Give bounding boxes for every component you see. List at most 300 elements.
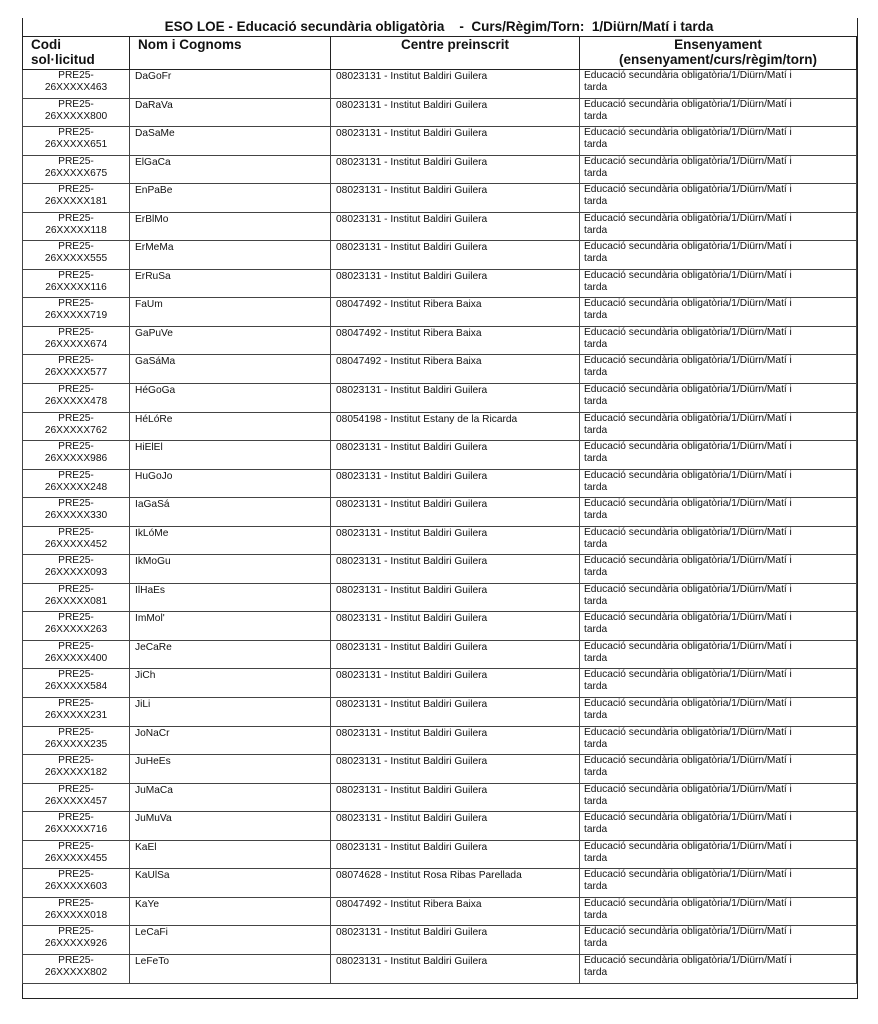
cell-school [331,70,580,99]
request-code-number: 26XXXXX452 [44,538,108,550]
program-line1: Educació secundària obligatòria/1/Diürn/Matí i [584,812,792,824]
program-line2: tarda [584,767,608,779]
table-row [23,70,857,99]
cell-student-name [130,498,331,527]
school-name: 08023131 - Institut Baldiri Guilera [336,385,488,397]
table-row [23,355,857,384]
student-name: JuMuVa [135,813,172,825]
student-name: GaPuVe [135,327,173,339]
request-code-prefix: PRE25- [58,70,94,81]
table-row [23,212,857,241]
cell-school [331,555,580,584]
request-code-number: 26XXXXX181 [44,196,108,208]
school-name: 08023131 - Institut Baldiri Guilera [336,699,488,711]
school-name: 08054198 - Institut Estany de la Ricarda [336,413,518,425]
cell-request-code [23,241,130,270]
table-row [23,441,857,470]
student-name: KaEl [135,841,157,853]
program-line2: tarda [584,538,608,550]
table-row [23,298,857,327]
school-name: 08023131 - Institut Baldiri Guilera [336,213,488,225]
cell-student-name [130,698,331,727]
student-name: LeCaFi [135,927,168,939]
request-code-number: 26XXXXX248 [44,481,108,493]
program-line1: Educació secundària obligatòria/1/Diürn/Matí i [584,412,792,424]
request-code-number: 26XXXXX762 [44,424,108,436]
program-line2: tarda [584,224,608,236]
cell-student-name [130,812,331,841]
request-code-number: 26XXXXX330 [44,510,108,522]
cell-request-code [23,669,130,698]
cell-program [580,698,857,727]
program-line2: tarda [584,396,608,408]
program-line1: Educació secundària obligatòria/1/Diürn/Matí i [584,70,792,81]
cell-request-code [23,526,130,555]
cell-program [580,498,857,527]
cell-program [580,441,857,470]
request-code-number: 26XXXXX603 [44,881,108,893]
request-code-prefix: PRE25- [58,184,94,196]
table-row [23,583,857,612]
school-name: 08023131 - Institut Baldiri Guilera [336,784,488,796]
table-row [23,669,857,698]
table-row [23,155,857,184]
student-name: JiLi [135,699,151,711]
cell-student-name [130,298,331,327]
cell-student-name [130,869,331,898]
request-code-prefix: PRE25- [58,698,94,710]
cell-request-code [23,869,130,898]
cell-request-code [23,812,130,841]
cell-school [331,612,580,641]
request-code-number: 26XXXXX555 [44,253,108,265]
program-line1: Educació secundària obligatòria/1/Diürn/Matí i [584,498,792,510]
program-line2: tarda [584,453,608,465]
student-name: JiCh [135,670,156,682]
school-name: 08047492 - Institut Ribera Baixa [336,356,482,368]
cell-school [331,954,580,983]
program-line1: Educació secundària obligatòria/1/Diürn/Matí i [584,155,792,167]
cell-student-name [130,897,331,926]
program-line2: tarda [584,909,608,921]
school-name: 08023131 - Institut Baldiri Guilera [336,156,488,168]
program-line1: Educació secundària obligatòria/1/Diürn/Matí i [584,783,792,795]
cell-request-code [23,70,130,99]
program-line2: tarda [584,281,608,293]
program-line1: Educació secundària obligatòria/1/Diürn/Matí i [584,298,792,310]
request-code-prefix: PRE25- [58,612,94,624]
cell-request-code [23,127,130,156]
table-row [23,897,857,926]
cell-program [580,812,857,841]
cell-request-code [23,269,130,298]
header-codi [23,37,130,70]
program-line1: Educació secundària obligatòria/1/Diürn/Matí i [584,555,792,567]
student-name: JoNaCr [135,727,170,739]
cell-program [580,726,857,755]
request-code-number: 26XXXXX716 [44,824,108,836]
student-name: KaYe [135,898,159,910]
table-row [23,840,857,869]
school-name: 08023131 - Institut Baldiri Guilera [336,727,488,739]
program-line1: Educació secundària obligatòria/1/Diürn/Matí i [584,384,792,396]
cell-program [580,469,857,498]
program-line2: tarda [584,196,608,208]
request-code-prefix: PRE25- [58,669,94,681]
student-name: HiElEl [135,442,163,454]
request-code-number: 26XXXXX118 [45,224,107,236]
cell-school [331,812,580,841]
cell-school [331,526,580,555]
cell-program [580,326,857,355]
student-name: ErBlMo [135,213,169,225]
cell-program [580,184,857,213]
program-line2: tarda [584,881,608,893]
school-name: 08023131 - Institut Baldiri Guilera [336,670,488,682]
cell-school [331,869,580,898]
cell-student-name [130,926,331,955]
request-code-prefix: PRE25- [58,127,94,139]
cell-school [331,212,580,241]
cell-program [580,298,857,327]
request-code-prefix: PRE25- [58,412,94,424]
cell-school [331,897,580,926]
request-code-prefix: PRE25- [58,583,94,595]
header-codi-line2: sol·licitud [31,52,95,67]
table-row [23,869,857,898]
request-code-number: 26XXXXX235 [44,738,108,750]
request-code-prefix: PRE25- [58,498,94,510]
program-line2: tarda [584,624,608,636]
student-name: IkMoGu [135,556,171,568]
program-line1: Educació secundària obligatòria/1/Diürn/Matí i [584,355,792,367]
cell-student-name [130,326,331,355]
cell-program [580,755,857,784]
request-code-prefix: PRE25- [58,441,94,453]
program-line1: Educació secundària obligatòria/1/Diürn/Matí i [584,127,792,139]
cell-student-name [130,954,331,983]
program-line2: tarda [584,481,608,493]
cell-student-name [130,241,331,270]
cell-school [331,155,580,184]
request-code-number: 26XXXXX263 [44,624,108,636]
cell-program [580,612,857,641]
program-line1: Educació secundària obligatòria/1/Diürn/Matí i [584,726,792,738]
school-name: 08023131 - Institut Baldiri Guilera [336,927,488,939]
cell-request-code [23,640,130,669]
program-line1: Educació secundària obligatòria/1/Diürn/Matí i [584,98,792,110]
program-line2: tarda [584,652,608,664]
request-code-prefix: PRE25- [58,98,94,110]
program-line2: tarda [584,510,608,522]
student-name: DaRaVa [135,99,173,111]
cell-request-code [23,98,130,127]
request-code-number: 26XXXXX584 [44,681,108,693]
program-line2: tarda [584,595,608,607]
program-line1: Educació secundària obligatòria/1/Diürn/Matí i [584,897,792,909]
request-code-number: 26XXXXX093 [44,567,108,579]
cell-program [580,355,857,384]
table-row [23,98,857,127]
program-line1: Educació secundària obligatòria/1/Diürn/Matí i [584,469,792,481]
table-row [23,555,857,584]
header-codi-line1: Codi [31,37,61,52]
cell-student-name [130,783,331,812]
request-code-number: 26XXXXX577 [44,367,108,379]
cell-request-code [23,441,130,470]
program-line2: tarda [584,338,608,350]
cell-request-code [23,155,130,184]
request-code-prefix: PRE25- [58,726,94,738]
request-code-prefix: PRE25- [58,269,94,281]
student-name: JuHeEs [135,756,171,768]
cell-program [580,840,857,869]
program-line1: Educació secundària obligatòria/1/Diürn/Matí i [584,184,792,196]
request-code-number: 26XXXXX231 [44,710,108,722]
school-name: 08023131 - Institut Baldiri Guilera [336,499,488,511]
table-row [23,954,857,983]
cell-school [331,640,580,669]
cell-school [331,184,580,213]
request-code-prefix: PRE25- [58,897,94,909]
table-row [23,755,857,784]
request-code-number: 26XXXXX116 [45,281,107,293]
request-code-prefix: PRE25- [58,298,94,310]
request-code-prefix: PRE25- [58,384,94,396]
student-name: KaUlSa [135,870,170,882]
program-line2: tarda [584,710,608,722]
cell-request-code [23,783,130,812]
program-line1: Educació secundària obligatòria/1/Diürn/Matí i [584,212,792,224]
cell-program [580,412,857,441]
cell-student-name [130,612,331,641]
cell-school [331,127,580,156]
request-code-prefix: PRE25- [58,640,94,652]
table-row [23,612,857,641]
student-name: JeCaRe [135,641,172,653]
request-code-number: 26XXXXX926 [44,938,108,950]
program-line2: tarda [584,852,608,864]
cell-program [580,669,857,698]
cell-request-code [23,755,130,784]
school-name: 08023131 - Institut Baldiri Guilera [336,71,488,82]
student-name: ErRuSa [135,270,171,282]
cell-school [331,698,580,727]
request-code-prefix: PRE25- [58,212,94,224]
cell-program [580,70,857,99]
request-code-prefix: PRE25- [58,155,94,167]
student-name: ElGaCa [135,156,171,168]
cell-request-code [23,840,130,869]
cell-school [331,783,580,812]
program-line2: tarda [584,110,608,122]
cell-school [331,412,580,441]
cell-school [331,384,580,413]
table-row [23,698,857,727]
request-code-number: 26XXXXX675 [44,167,108,179]
program-line1: Educació secundària obligatòria/1/Diürn/Matí i [584,241,792,253]
request-code-prefix: PRE25- [58,469,94,481]
request-code-prefix: PRE25- [58,526,94,538]
program-line2: tarda [584,139,608,151]
cell-request-code [23,355,130,384]
table-row [23,498,857,527]
cell-school [331,498,580,527]
cell-program [580,897,857,926]
school-name: 08023131 - Institut Baldiri Guilera [336,242,488,254]
table-row [23,269,857,298]
cell-request-code [23,897,130,926]
request-code-number: 26XXXXX455 [44,852,108,864]
cell-school [331,269,580,298]
student-name: FaUm [135,299,163,311]
student-name: HéLóRe [135,413,173,425]
school-name: 08074628 - Institut Rosa Ribas Parellada [336,870,522,882]
cell-student-name [130,269,331,298]
program-line1: Educació secundària obligatòria/1/Diürn/Matí i [584,755,792,767]
request-code-prefix: PRE25- [58,926,94,938]
cell-student-name [130,98,331,127]
table-header-row [23,37,857,70]
request-code-prefix: PRE25- [58,783,94,795]
program-line1: Educació secundària obligatòria/1/Diürn/Matí i [584,926,792,938]
student-name: DaGoFr [135,71,172,82]
school-name: 08023131 - Institut Baldiri Guilera [336,270,488,282]
student-name: EnPaBe [135,185,173,197]
school-name: 08023131 - Institut Baldiri Guilera [336,185,488,197]
table-row [23,926,857,955]
document-title: ESO LOE - Educació secundària obligatòria - Curs/Règim/Torn: 1/Diürn/Matí i tarda [164,19,714,34]
program-line1: Educació secundària obligatòria/1/Diürn/Matí i [584,640,792,652]
school-name: 08047492 - Institut Ribera Baixa [336,327,482,339]
table-row [23,326,857,355]
cell-student-name [130,755,331,784]
request-code-number: 26XXXXX478 [44,396,108,408]
program-line1: Educació secundària obligatòria/1/Diürn/Matí i [584,526,792,538]
program-line2: tarda [584,938,608,950]
student-name: HéGoGa [135,385,176,397]
program-line1: Educació secundària obligatòria/1/Diürn/Matí i [584,869,792,881]
school-name: 08023131 - Institut Baldiri Guilera [336,128,488,140]
cell-school [331,583,580,612]
program-line2: tarda [584,253,608,265]
request-code-number: 26XXXXX802 [44,966,108,978]
cell-student-name [130,840,331,869]
student-name: GaSáMa [135,356,176,368]
program-line2: tarda [584,795,608,807]
cell-program [580,212,857,241]
request-code-prefix: PRE25- [58,954,94,966]
cell-school [331,469,580,498]
program-line1: Educació secundària obligatòria/1/Diürn/Matí i [584,840,792,852]
table-row [23,127,857,156]
header-nom: Nom i Cognoms [130,37,331,70]
cell-student-name [130,355,331,384]
cell-school [331,669,580,698]
request-code-prefix: PRE25- [58,840,94,852]
request-code-number: 26XXXXX651 [44,139,108,151]
school-name: 08023131 - Institut Baldiri Guilera [336,613,488,625]
cell-student-name [130,212,331,241]
cell-student-name [130,184,331,213]
cell-school [331,441,580,470]
cell-program [580,526,857,555]
program-line2: tarda [584,310,608,322]
cell-program [580,954,857,983]
request-code-prefix: PRE25- [58,812,94,824]
cell-student-name [130,526,331,555]
table-row [23,526,857,555]
request-code-prefix: PRE25- [58,755,94,767]
request-code-prefix: PRE25- [58,869,94,881]
cell-request-code [23,326,130,355]
program-line2: tarda [584,824,608,836]
cell-student-name [130,469,331,498]
cell-student-name [130,441,331,470]
header-centre: Centre preinscrit [331,37,580,70]
student-name: ImMol' [135,613,165,625]
school-name: 08023131 - Institut Baldiri Guilera [336,584,488,596]
program-line1: Educació secundària obligatòria/1/Diürn/Matí i [584,954,792,966]
program-line2: tarda [584,424,608,436]
program-line2: tarda [584,82,608,93]
cell-student-name [130,583,331,612]
cell-school [331,326,580,355]
table-row [23,812,857,841]
program-line2: tarda [584,367,608,379]
table-row [23,241,857,270]
cell-school [331,726,580,755]
school-name: 08023131 - Institut Baldiri Guilera [336,470,488,482]
request-code-prefix: PRE25- [58,355,94,367]
school-name: 08023131 - Institut Baldiri Guilera [336,641,488,653]
cell-school [331,98,580,127]
program-line2: tarda [584,681,608,693]
cell-student-name [130,384,331,413]
cell-request-code [23,954,130,983]
request-code-number: 26XXXXX018 [44,909,108,921]
cell-student-name [130,70,331,99]
cell-program [580,926,857,955]
header-ens-line1: Ensenyament [674,37,762,52]
cell-request-code [23,583,130,612]
request-code-prefix: PRE25- [58,241,94,253]
program-line1: Educació secundària obligatòria/1/Diürn/Matí i [584,612,792,624]
cell-request-code [23,612,130,641]
program-line1: Educació secundària obligatòria/1/Diürn/Matí i [584,583,792,595]
school-name: 08023131 - Institut Baldiri Guilera [336,756,488,768]
request-code-number: 26XXXXX674 [44,338,108,350]
request-code-prefix: PRE25- [58,326,94,338]
cell-request-code [23,384,130,413]
cell-school [331,840,580,869]
cell-request-code [23,412,130,441]
student-name: IlHaEs [135,584,166,596]
school-name: 08023131 - Institut Baldiri Guilera [336,955,488,967]
cell-request-code [23,298,130,327]
school-name: 08023131 - Institut Baldiri Guilera [336,527,488,539]
cell-student-name [130,669,331,698]
cell-program [580,127,857,156]
program-line1: Educació secundària obligatòria/1/Diürn/Matí i [584,326,792,338]
cell-request-code [23,184,130,213]
cell-program [580,384,857,413]
school-name: 08047492 - Institut Ribera Baixa [336,299,482,311]
cell-request-code [23,698,130,727]
table-row [23,469,857,498]
request-code-prefix: PRE25- [58,555,94,567]
cell-school [331,241,580,270]
